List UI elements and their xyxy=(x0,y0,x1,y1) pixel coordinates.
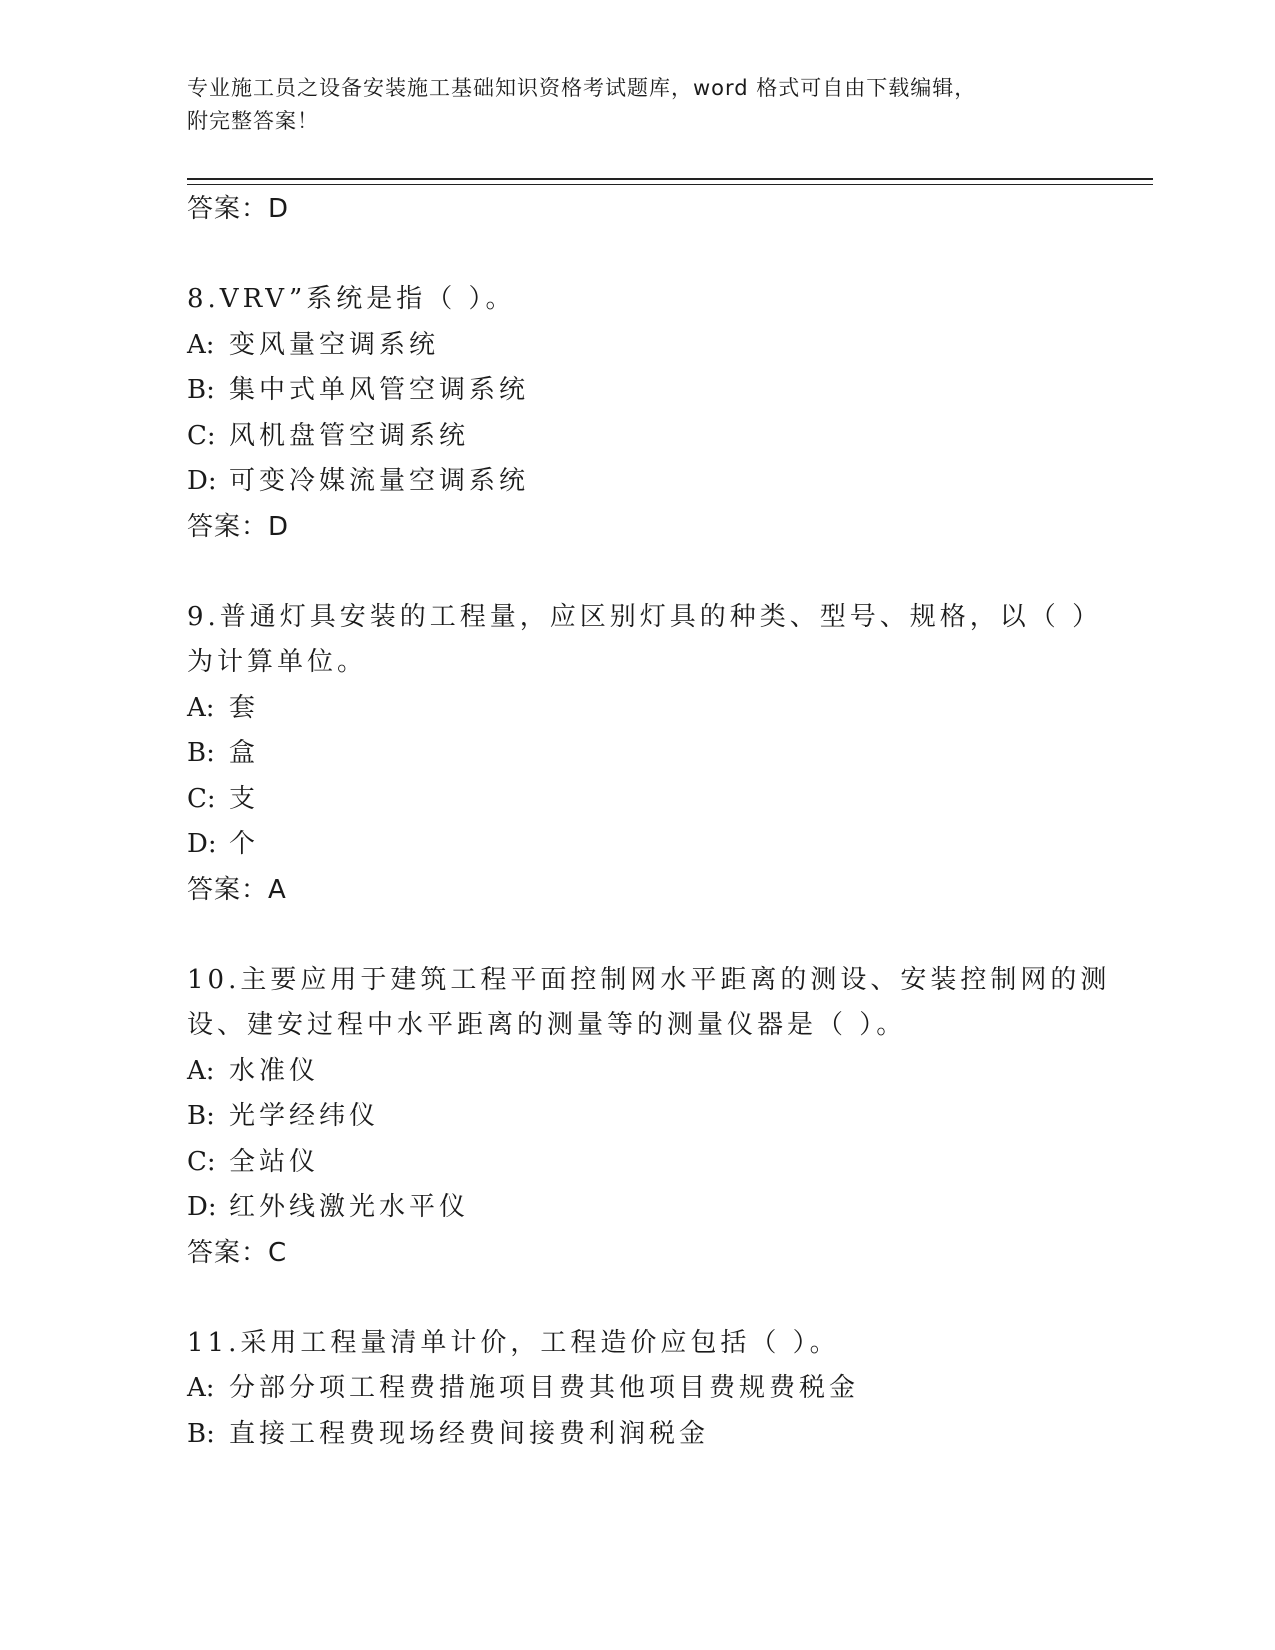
question-list xyxy=(187,187,1111,1457)
option-c: C: 支 xyxy=(187,783,260,814)
header-divider-bottom xyxy=(187,184,1153,185)
answer-line: 答案：A xyxy=(187,874,287,905)
option-b: B: 盒 xyxy=(187,738,260,768)
header-line-2: 附完整答案！ xyxy=(187,109,319,133)
spacer xyxy=(187,913,1087,958)
answer-line: 答案：D xyxy=(187,511,290,542)
option-c: C: 风机盘管空调系统 xyxy=(187,420,470,451)
option-b: B: 直接工程费现场经费间接费利润税金 xyxy=(187,1418,710,1449)
option-d: D: 个 xyxy=(187,829,260,859)
option-d: D: 红外线激光水平仪 xyxy=(187,1192,470,1222)
question-item xyxy=(187,595,1103,913)
option-a: A: 变风量空调系统 xyxy=(187,329,440,360)
option-d: D: 可变冷媒流量空调系统 xyxy=(187,466,530,496)
question-item xyxy=(187,1321,1087,1458)
spacer xyxy=(187,550,1087,595)
option-b: B: 光学经纬仪 xyxy=(187,1101,380,1131)
question-item xyxy=(187,277,1087,550)
option-a: A: 套 xyxy=(187,692,260,723)
question-text: 11.采用工程量清单计价，工程造价应包括（ ）。 xyxy=(187,1327,840,1358)
question-item xyxy=(187,958,1111,1276)
header-divider-top xyxy=(187,178,1153,180)
answer-line: 答案：D xyxy=(187,194,290,224)
option-c: C: 全站仪 xyxy=(187,1146,320,1177)
question-text: 8.VRV”系统是指（ ）。 xyxy=(187,284,516,314)
question-text-continued: 为计算单位。 xyxy=(187,647,368,677)
spacer xyxy=(187,1276,1087,1321)
spacer xyxy=(187,232,1087,277)
answer-line: 答案：C xyxy=(187,1237,288,1268)
question-text: 9.普通灯具安装的工程量，应区别灯具的种类、型号、规格，以（ ） xyxy=(187,601,1103,632)
question-text-continued: 设、建安过程中水平距离的测量等的测量仪器是（ ）。 xyxy=(187,1010,907,1040)
header-line-1: 专业施工员之设备安装施工基础知识资格考试题库，word 格式可自由下载编辑， xyxy=(187,76,977,100)
option-b: B: 集中式单风管空调系统 xyxy=(187,375,530,405)
document-header xyxy=(187,72,1087,138)
question-text: 10.主要应用于建筑工程平面控制网水平距离的测设、安装控制网的测 xyxy=(187,964,1111,995)
option-a: A: 水准仪 xyxy=(187,1055,320,1086)
option-a: A: 分部分项工程费措施项目费其他项目费规费税金 xyxy=(187,1373,860,1403)
